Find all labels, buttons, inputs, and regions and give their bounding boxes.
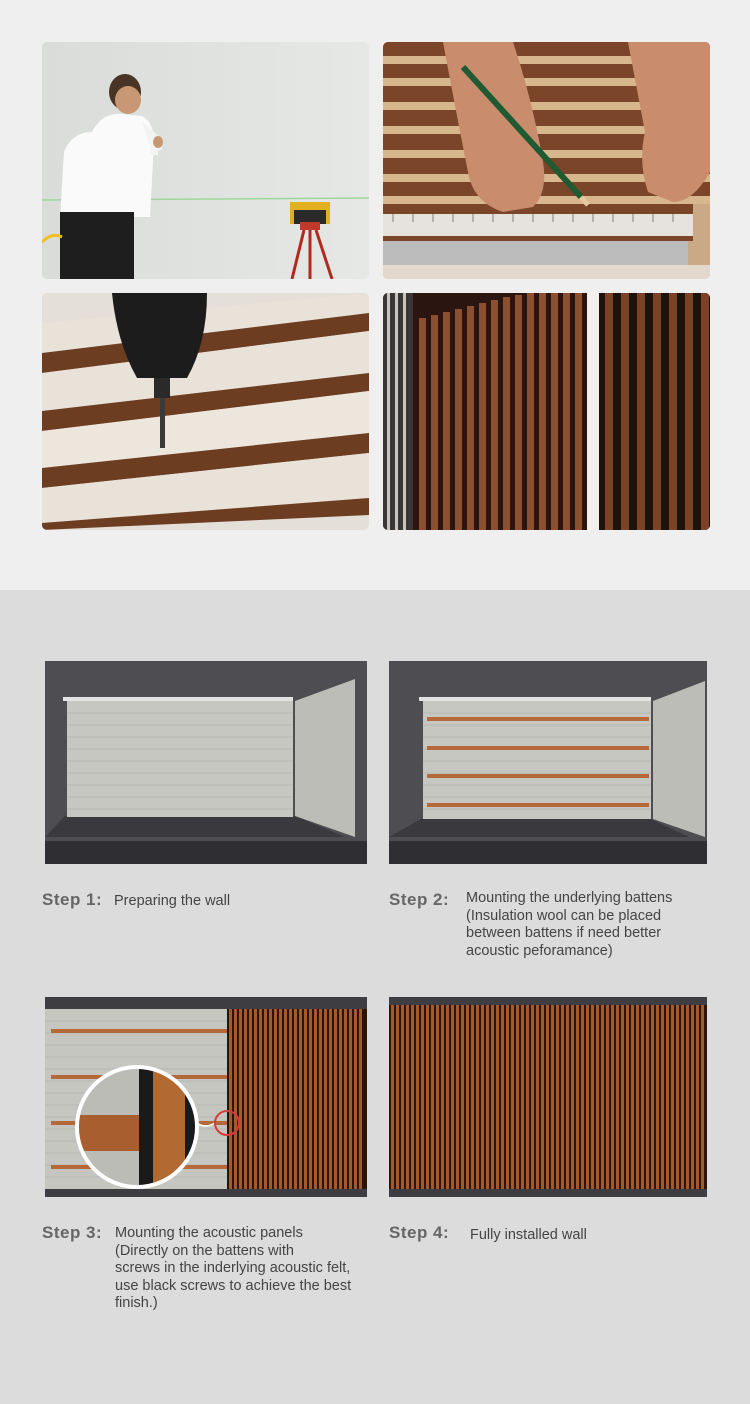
step2-line: acoustic peforamance) <box>466 942 613 959</box>
step3-line: (Directly on the battens with <box>115 1242 294 1259</box>
step2-render <box>389 661 707 864</box>
step1-description <box>114 893 230 911</box>
step4-label: Step 4: <box>389 1223 450 1242</box>
step2-line: between battens if need better <box>466 925 662 941</box>
step2-line: Mounting the underlying battens <box>466 890 673 906</box>
drilling-screw-photo <box>42 293 369 530</box>
step1-render <box>45 661 367 864</box>
step3-render <box>45 997 367 1197</box>
photo-gallery-section <box>0 0 750 590</box>
step3-line: screws in the inderlying acoustic felt, <box>115 1260 351 1276</box>
step3-line: finish.) <box>115 1295 158 1311</box>
step3-description <box>115 1225 351 1313</box>
measuring-panel-photo <box>383 42 710 279</box>
step2-description <box>466 890 672 960</box>
step4-render <box>389 997 707 1197</box>
marking-wall-laser-photo <box>42 42 369 279</box>
installed-panels-photo <box>383 293 710 530</box>
step2-label: Step 2: <box>389 890 450 909</box>
step1-line: Preparing the wall <box>114 893 231 909</box>
step4-line: Fully installed wall <box>470 1227 587 1243</box>
step3-line: Mounting the acoustic panels <box>115 1225 303 1241</box>
step1-label: Step 1: <box>42 890 103 909</box>
step2-line: (Insulation wool can be placed <box>466 907 662 924</box>
step4-description <box>470 1227 587 1245</box>
step3-line: use black screws to achieve the best <box>115 1277 352 1294</box>
step3-label: Step 3: <box>42 1223 103 1242</box>
